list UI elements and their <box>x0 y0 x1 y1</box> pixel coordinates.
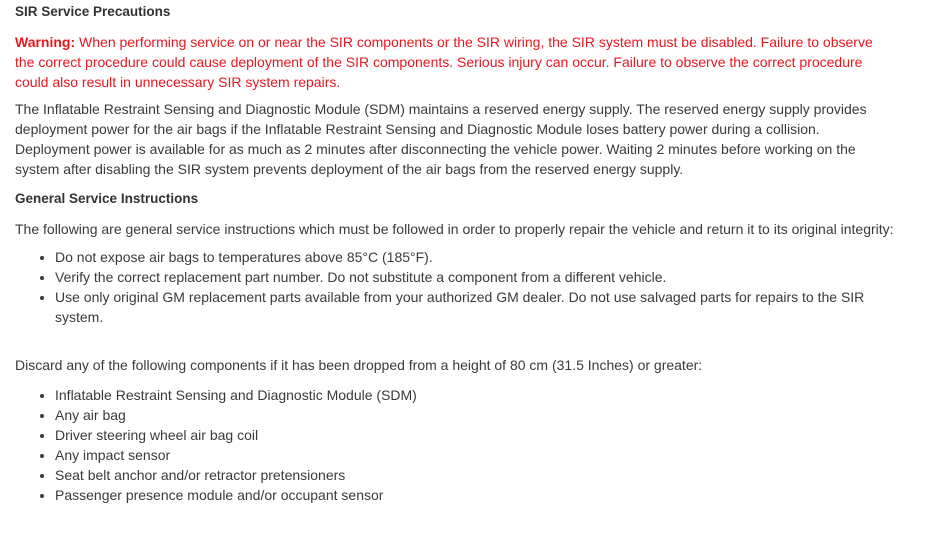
general-instructions-intro: The following are general service instructions which must be followed in order to properly repair the vehicle and return it to its original integrity: <box>15 221 894 237</box>
warning-label: Warning: <box>15 34 76 50</box>
list-item: • Seat belt anchor and/or retractor pretensioners <box>55 465 895 485</box>
sdm-energy-paragraph: The Inflatable Restraint Sensing and Diagnostic Module (SDM) maintains a reserved energy supply. The reserved energy supply provides deployment power for the air bags if the Inflatable Restraint Sensing and Diagnostic Module loses battery power during a collision. Deployment power is available for as much as 2 minutes after disconnecting the vehicle power. Waiting 2 minutes before working on the system after disabling the SIR system prevents deployment of the air bags from the reserved energy supply. <box>15 101 867 177</box>
discard-components-list <box>15 385 895 505</box>
document-page <box>15 2 895 505</box>
warning-text: When performing service on or near the SIR components or the SIR wiring, the SIR system must be disabled. Failure to observe the correct procedure could cause deployment of the SIR components. Serious injury can occur. Failure to observe the correct procedure could also result in unnecessary SIR system repairs. <box>15 34 873 90</box>
list-item: • Any air bag <box>55 405 895 425</box>
sir-precautions-heading: SIR Service Precautions <box>15 4 171 19</box>
list-item: • Passenger presence module and/or occupant sensor <box>55 485 895 505</box>
list-item: • Inflatable Restraint Sensing and Diagnostic Module (SDM) <box>55 385 895 405</box>
discard-components-intro: Discard any of the following components if it has been dropped from a height of 80 cm (31.5 Inches) or greater: <box>15 357 703 373</box>
general-instructions-heading: General Service Instructions <box>15 191 199 206</box>
list-item: • Use only original GM replacement parts available from your authorized GM dealer. Do not use salvaged parts for repairs to the SIR system. <box>55 287 895 327</box>
list-item: • Verify the correct replacement part number. Do not substitute a component from a different vehicle. <box>55 267 895 287</box>
warning-paragraph <box>15 32 895 92</box>
list-item: • Driver steering wheel air bag coil <box>55 425 895 445</box>
list-item: • Do not expose air bags to temperatures above 85°C (185°F). <box>55 247 895 267</box>
general-instructions-list <box>15 247 895 327</box>
list-item: • Any impact sensor <box>55 445 895 465</box>
